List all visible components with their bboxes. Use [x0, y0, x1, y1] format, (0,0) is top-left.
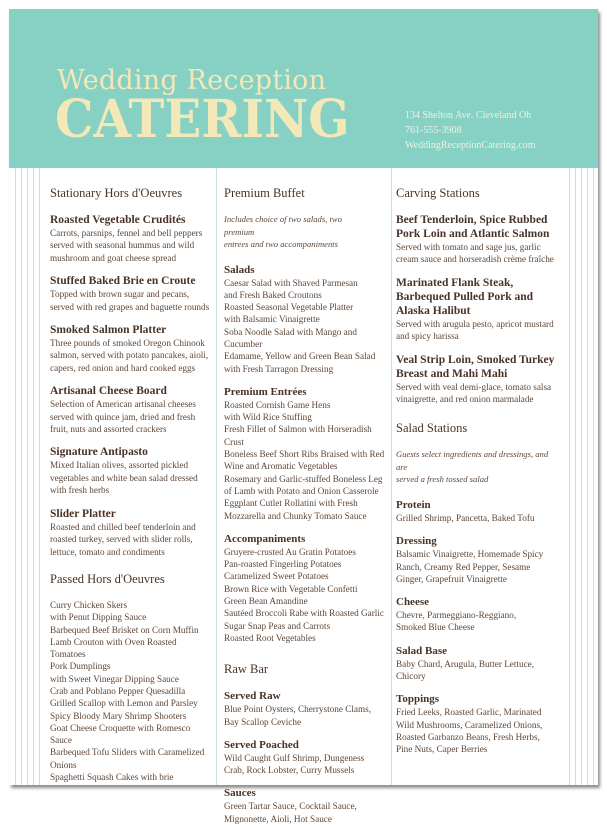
group-title: Salad Base: [396, 644, 448, 657]
description-line: Topped with brown sugar and pecans,: [50, 289, 190, 300]
group-line: Caesar Salad with Shaved Parmesan: [224, 277, 358, 288]
menu-item-description: [396, 318, 556, 343]
note-line: served a fresh tossed salad: [396, 474, 489, 485]
section-title-salad: Salad Stations: [396, 421, 468, 436]
description-line: Carrots, parsnips, fennel and bell peppers: [50, 228, 203, 238]
description-line: with fresh herbs: [50, 485, 110, 496]
description-line: Served with tomato and sage jus, garlic: [396, 242, 541, 252]
salad-group: [396, 498, 556, 524]
group-line: Smoked Blue Cheese: [396, 622, 475, 633]
rule-line: [569, 168, 570, 785]
description-line: lettuce, tomato and condiments: [50, 546, 165, 557]
section-title-buffet: Premium Buffet: [224, 186, 305, 200]
group-line: Bay Scallop Ceviche: [224, 716, 302, 727]
group-line: Chevre, Parmeggiano-Reggiano,: [396, 610, 517, 621]
note-line: Guests select ingredients and dressings, and are: [396, 449, 549, 472]
contact-block: [405, 108, 536, 153]
passed-item: Barbequed Tofu Sliders with Caramelized: [50, 747, 205, 758]
group-line: and Fresh Baked Croutons: [224, 289, 322, 300]
group-line: Wild Caught Gulf Shrimp, Dungeness: [224, 752, 365, 763]
salad-group: [396, 595, 556, 634]
header-banner: [9, 9, 598, 168]
section-title-stationary: Stationary Hors d'Oeuvres: [50, 186, 183, 200]
group-line: with Balsamic Vinaigrette: [224, 314, 320, 325]
carving-item: [396, 353, 556, 406]
group-line: Crust: [224, 436, 244, 447]
menu-item-title: Signature Antipasto: [50, 446, 148, 459]
description-line: Mixed Italian olives, assorted pickled: [50, 460, 189, 471]
menu-item: [50, 213, 214, 264]
column-buffet: [224, 176, 385, 825]
group-title: Sauces: [224, 787, 256, 800]
description-line: and spicy harissa: [396, 331, 459, 342]
rule-line: [587, 168, 588, 785]
description-line: vegetables and white bean salad dressed: [50, 472, 198, 483]
group-line: Roasted Cornish Game Hens: [224, 399, 331, 410]
passed-item: Lamb Crouton with Oven Roasted: [50, 636, 177, 647]
group-title: Served Poached: [224, 738, 299, 751]
group-title: Cheese: [396, 596, 429, 609]
column-divider: [391, 168, 392, 785]
rule-line: [575, 168, 576, 785]
group-line: Roasted Seasonal Vegetable Platter: [224, 302, 354, 313]
passed-item: Spicy Bloody Mary Shrimp Shooters: [50, 710, 187, 721]
menu-item: [50, 384, 214, 435]
group-title: Accompaniments: [224, 532, 306, 545]
group-line: Chicory: [396, 671, 426, 682]
passed-item: Barbequed Beef Brisket on Corn Muffin: [50, 624, 199, 635]
group-line: Fresh Fillet of Salmon with Horseradish: [224, 424, 372, 435]
group-line: Mignonette, Aioli, Hot Sauce: [224, 813, 332, 824]
description-line: mushroom and goat cheese spread: [50, 252, 177, 263]
rule-line: [593, 168, 594, 785]
group-line: Ginger, Grapefruit Vinaigrette: [396, 573, 507, 584]
group-line: Sautéed Broccoli Rabe with Roasted Garlic: [224, 608, 384, 619]
passed-item: Pork Dumplings: [50, 661, 111, 672]
group-line: with Wild Rice Stuffing: [224, 412, 312, 423]
group-line: Caramelized Sweet Potatoes: [224, 571, 329, 582]
description-line: Served with veal demi-glace, tomato salsa: [396, 381, 552, 392]
description-line: cream sauce and horseradish crème fraîche: [396, 254, 554, 265]
menu-item-description: [50, 337, 214, 374]
menu-item-description: [50, 459, 214, 496]
rule-line: [581, 168, 582, 785]
carving-item: [396, 276, 556, 343]
menu-item-title: Marinated Flank Steak,: [396, 276, 514, 289]
column-hors-doeuvres: [50, 176, 214, 783]
group-line: Balsamic Vinaigrette, Homemade Spicy: [396, 549, 544, 560]
buffet-group: [224, 263, 374, 375]
group-line: Boneless Beef Short Ribs Braised with Red: [224, 449, 385, 460]
group-line: Rosemary and Garlic-stuffed Boneless Leg: [224, 473, 383, 484]
passed-item: with Penut Dipping Sauce: [50, 612, 147, 623]
group-line: Cucumber: [224, 338, 263, 349]
salad-group: [396, 692, 556, 755]
passed-item: with Sweet Vinegar Dipping Sauce: [50, 673, 179, 684]
group-line: Roasted Root Vegetables: [224, 632, 316, 643]
passed-item: Spaghetti Squash Cakes with brie: [50, 772, 174, 783]
title-line-2: CATERING: [55, 89, 350, 150]
menu-item-description: [50, 398, 214, 435]
group-title: Salads: [224, 263, 255, 276]
rule-line: [39, 168, 40, 785]
group-line: Green Tartar Sauce, Cocktail Sauce,: [224, 801, 357, 812]
section-title-carving: Carving Stations: [396, 186, 480, 200]
menu-item-title: Artisanal Cheese Board: [50, 385, 167, 398]
description-line: served with red grapes and baguette rounds: [50, 301, 210, 312]
website: WeddingReceptionCatering.com: [405, 140, 536, 151]
description-line: capers, red onion and hard cooked eggs: [50, 362, 196, 373]
menu-item-title: Stuffed Baked Brie en Croute: [50, 275, 196, 288]
phone: 761-555-3908: [405, 125, 462, 136]
description-line: salmon, served with potato pancakes, aioli,: [50, 350, 209, 361]
menu-item: [50, 323, 214, 374]
passed-item: Tomatoes: [50, 649, 86, 660]
group-title: Dressing: [396, 535, 437, 548]
menu-item-title: Slider Platter: [50, 507, 116, 520]
group-line: Mozzarella and Chunky Tomato Sauce: [224, 510, 367, 521]
group-line: Fried Leeks, Roasted Garlic, Marinated: [396, 707, 542, 718]
group-line: of Lamb with Potato and Onion Casserole: [224, 485, 379, 496]
address: 134 Shelton Ave. Cleveland Oh: [405, 110, 532, 121]
menu-item-description: [50, 521, 214, 558]
rule-line: [15, 168, 16, 785]
passed-item: Curry Chicken Skers: [50, 599, 128, 610]
group-title: Protein: [396, 498, 431, 511]
salad-group: [396, 644, 556, 683]
salad-group: [396, 534, 556, 585]
group-line: Crab, Rock Lobster, Curry Mussels: [224, 765, 355, 776]
group-line: with Fresh Tarragon Dressing: [224, 363, 334, 374]
menu-item-description: [396, 381, 556, 406]
rule-line: [21, 168, 22, 785]
rawbar-group: [224, 689, 374, 728]
description-line: Three pounds of smoked Oregon Chinook: [50, 338, 205, 349]
carving-item: [396, 213, 556, 266]
description-line: Selection of American artisanal cheeses: [50, 399, 196, 410]
menu-item-title: Beef Tenderloin, Spice Rubbed: [396, 214, 548, 226]
buffet-group: [224, 532, 384, 644]
menu-item-title: Roasted Vegetable Crudités: [50, 214, 186, 226]
group-line: Gruyere-crusted Au Gratin Potatoes: [224, 546, 356, 557]
group-title: Toppings: [396, 693, 440, 706]
buffet-group: [224, 385, 385, 522]
description-line: vinaigrette, and red onion marmalade: [396, 394, 534, 405]
group-line: Pan-roasted Fingerling Potatoes: [224, 559, 342, 570]
menu-item-title: Alaska Halibut: [396, 304, 471, 317]
menu-item-description: [50, 288, 214, 313]
description-line: roasted turkey, served with slider rolls,: [50, 534, 193, 545]
menu-item-description: [50, 227, 214, 264]
group-line: Eggplant Cutlet Rollatini with Fresh: [224, 498, 358, 509]
menu-item-title: Barbequed Pulled Pork and: [396, 290, 534, 303]
menu-item: [50, 445, 214, 496]
rawbar-group: [224, 738, 374, 777]
menu-item-title: Veal Strip Loin, Smoked Turkey: [396, 353, 555, 366]
group-line: Wild Mushrooms, Caramelized Onions,: [396, 719, 543, 730]
group-line: Wine and Aromatic Vegetables: [224, 461, 338, 472]
column-divider: [216, 168, 217, 785]
group-line: Soba Noodle Salad with Mango and: [224, 326, 357, 337]
description-line: served with seasonal hummus and wild: [50, 240, 195, 251]
menu-item-title: Breast and Mahi Mahi: [396, 367, 508, 380]
passed-item: Onions: [50, 759, 77, 770]
group-line: Brown Rice with Vegetable Confetti: [224, 583, 358, 594]
passed-item: Goat Cheese Croquette with Romesco: [50, 722, 191, 733]
menu-item: [50, 507, 214, 558]
group-line: Ranch, Creamy Red Pepper, Sesame: [396, 561, 531, 572]
menu-item: [50, 274, 214, 313]
section-title-rawbar: Raw Bar: [224, 662, 269, 677]
description-line: served with quince jam, dried and fresh: [50, 411, 196, 422]
menu-item-description: [396, 241, 556, 266]
rule-line: [33, 168, 34, 785]
menu-item-title: Smoked Salmon Platter: [50, 324, 167, 337]
rawbar-group: [224, 786, 374, 825]
passed-item: Sauce: [50, 735, 72, 746]
group-line: Green Bean Amandine: [224, 596, 308, 607]
description-line: Roasted and chilled beef tenderloin and: [50, 521, 196, 532]
passed-item: Crab and Poblano Pepper Quesadilla: [50, 685, 186, 696]
group-line: Sugar Snap Peas and Carrots: [224, 620, 331, 631]
title-line-1: Wedding Reception: [57, 65, 327, 96]
note-line: entrees and two accompaniments: [224, 239, 339, 249]
group-title: Premium Entrées: [224, 385, 307, 398]
group-title: Served Raw: [224, 690, 281, 703]
description-line: Served with arugula pesto, apricot mustard: [396, 318, 554, 329]
group-line: Edamame, Yellow and Green Bean Salad: [224, 351, 376, 362]
section-title-passed: Passed Hors d'Oeuvres: [50, 571, 165, 586]
group-line: Blue Point Oysters, Cherrystone Clams,: [224, 704, 371, 715]
group-line: Pine Nuts, Caper Berries: [396, 744, 488, 755]
rule-line: [27, 168, 28, 785]
menu-item-title: Pork Loin and Atlantic Salmon: [396, 228, 550, 240]
note-line: Includes choice of two salads, two premium: [224, 214, 342, 237]
group-line: Baby Chard, Arugula, Butter Lettuce,: [396, 658, 535, 669]
description-line: fruit, nuts and assorted crackers: [50, 424, 167, 435]
passed-item: Grilled Scallop with Lemon and Parsley: [50, 698, 198, 709]
column-stations: [396, 176, 556, 756]
group-line: Grilled Shrimp, Pancetta, Baked Tofu: [396, 512, 535, 523]
group-line: Roasted Garbanzo Beans, Fresh Herbs,: [396, 731, 540, 742]
